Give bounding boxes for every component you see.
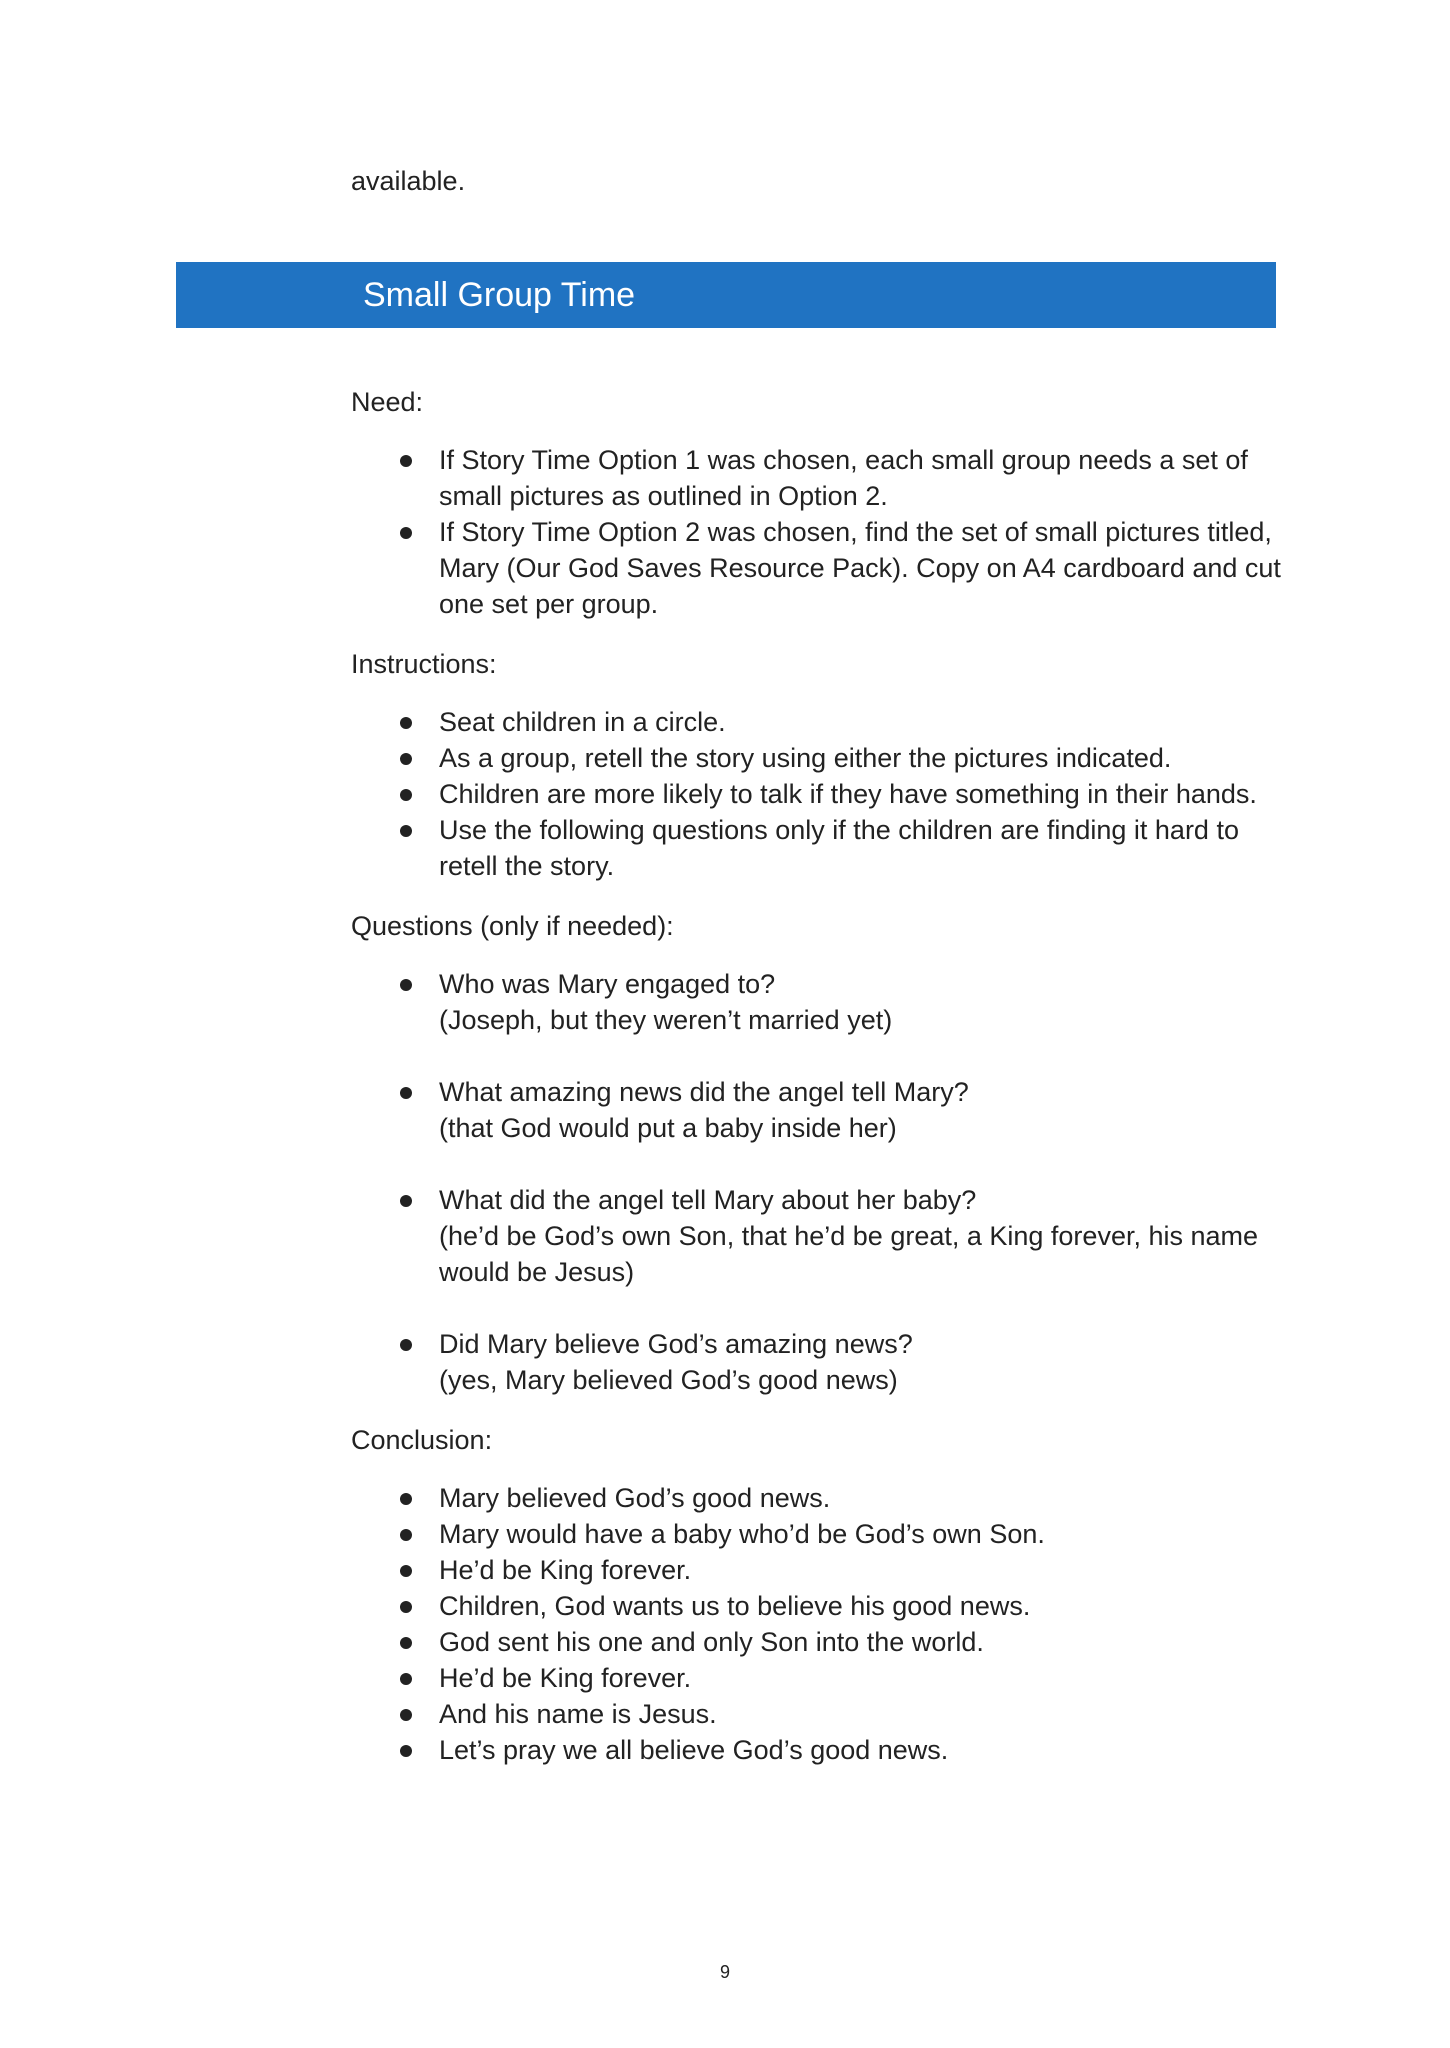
- bullet-icon: [400, 789, 412, 801]
- question-item: [351, 966, 1281, 1038]
- need-section: [351, 384, 1281, 622]
- bullet-icon: [400, 1601, 412, 1613]
- list-item-text: And his name is Jesus.: [439, 1699, 717, 1729]
- instructions-label: Instructions:: [351, 649, 497, 679]
- need-label: Need:: [351, 387, 424, 417]
- list-item: [351, 704, 1281, 740]
- list-item: [351, 1552, 1281, 1588]
- bullet-icon: [400, 1339, 412, 1351]
- list-item: [351, 812, 1281, 884]
- list-item: [351, 1660, 1281, 1696]
- bullet-icon: [400, 1087, 412, 1099]
- bullet-icon: [400, 717, 412, 729]
- need-list: [351, 442, 1281, 622]
- list-item-text: As a group, retell the story using either the pictures indicated.: [439, 743, 1172, 773]
- list-item: [351, 514, 1281, 622]
- question-text: Who was Mary engaged to?: [439, 969, 776, 999]
- conclusion-list: [351, 1480, 1281, 1768]
- questions-label: Questions (only if needed):: [351, 911, 674, 941]
- list-item-text: Children are more likely to talk if they have something in their hands.: [439, 779, 1257, 809]
- bullet-icon: [400, 1637, 412, 1649]
- bullet-icon: [400, 825, 412, 837]
- question-item: [351, 1074, 1281, 1146]
- answer-text: (he’d be God’s own Son, that he’d be great, a King forever, his name would be Jesus): [439, 1221, 1259, 1287]
- list-item: [351, 442, 1281, 514]
- questions-list: [351, 966, 1281, 1398]
- list-item: [351, 1732, 1281, 1768]
- answer-text: (yes, Mary believed God’s good news): [439, 1365, 898, 1395]
- answer-text: (that God would put a baby inside her): [439, 1113, 897, 1143]
- list-item-text: He’d be King forever.: [439, 1663, 692, 1693]
- question-item: [351, 1182, 1281, 1290]
- bullet-icon: [400, 753, 412, 765]
- section-banner: [176, 262, 1276, 328]
- list-item-text: Mary believed God’s good news.: [439, 1483, 831, 1513]
- page-number: 9: [719, 1962, 730, 1982]
- bullet-icon: [400, 1529, 412, 1541]
- question-text: Did Mary believe God’s amazing news?: [439, 1329, 913, 1359]
- instructions-list: [351, 704, 1281, 884]
- bullet-icon: [400, 1493, 412, 1505]
- conclusion-section: [351, 1422, 1281, 1768]
- list-item: [351, 1480, 1281, 1516]
- section-title: Small Group Time: [363, 276, 636, 314]
- bullet-icon: [400, 527, 412, 539]
- bullet-icon: [400, 455, 412, 467]
- list-item-text: If Story Time Option 2 was chosen, find the set of small pictures titled, Mary (Our God Saves Resource Pack). Copy on A4 cardboard and cut one set per group.: [439, 517, 1281, 619]
- list-item-text: If Story Time Option 1 was chosen, each small group needs a set of small pictures as outlined in Option 2.: [439, 445, 1248, 511]
- list-item-text: Use the following questions only if the children are finding it hard to retell the story.: [439, 815, 1239, 881]
- list-item-text: Mary would have a baby who’d be God’s own Son.: [439, 1519, 1045, 1549]
- question-item: [351, 1326, 1281, 1398]
- answer-text: (Joseph, but they weren’t married yet): [439, 1005, 893, 1035]
- list-item: [351, 1696, 1281, 1732]
- list-item: [351, 740, 1281, 776]
- list-item-text: Let’s pray we all believe God’s good news.: [439, 1735, 949, 1765]
- list-item: [351, 776, 1281, 812]
- bullet-icon: [400, 1195, 412, 1207]
- list-item-text: God sent his one and only Son into the world.: [439, 1627, 984, 1657]
- list-item: [351, 1624, 1281, 1660]
- section-content: [351, 384, 1281, 1792]
- conclusion-label: Conclusion:: [351, 1425, 493, 1455]
- list-item-text: Seat children in a circle.: [439, 707, 726, 737]
- bullet-icon: [400, 979, 412, 991]
- list-item: [351, 1516, 1281, 1552]
- bullet-icon: [400, 1709, 412, 1721]
- questions-section: [351, 908, 1281, 1398]
- bullet-icon: [400, 1745, 412, 1757]
- question-text: What did the angel tell Mary about her baby?: [439, 1185, 977, 1215]
- carryover-text: available.: [351, 166, 466, 196]
- question-text: What amazing news did the angel tell Mary?: [439, 1077, 969, 1107]
- list-item-text: Children, God wants us to believe his good news.: [439, 1591, 1031, 1621]
- bullet-icon: [400, 1565, 412, 1577]
- instructions-section: [351, 646, 1281, 884]
- bullet-icon: [400, 1673, 412, 1685]
- list-item: [351, 1588, 1281, 1624]
- list-item-text: He’d be King forever.: [439, 1555, 692, 1585]
